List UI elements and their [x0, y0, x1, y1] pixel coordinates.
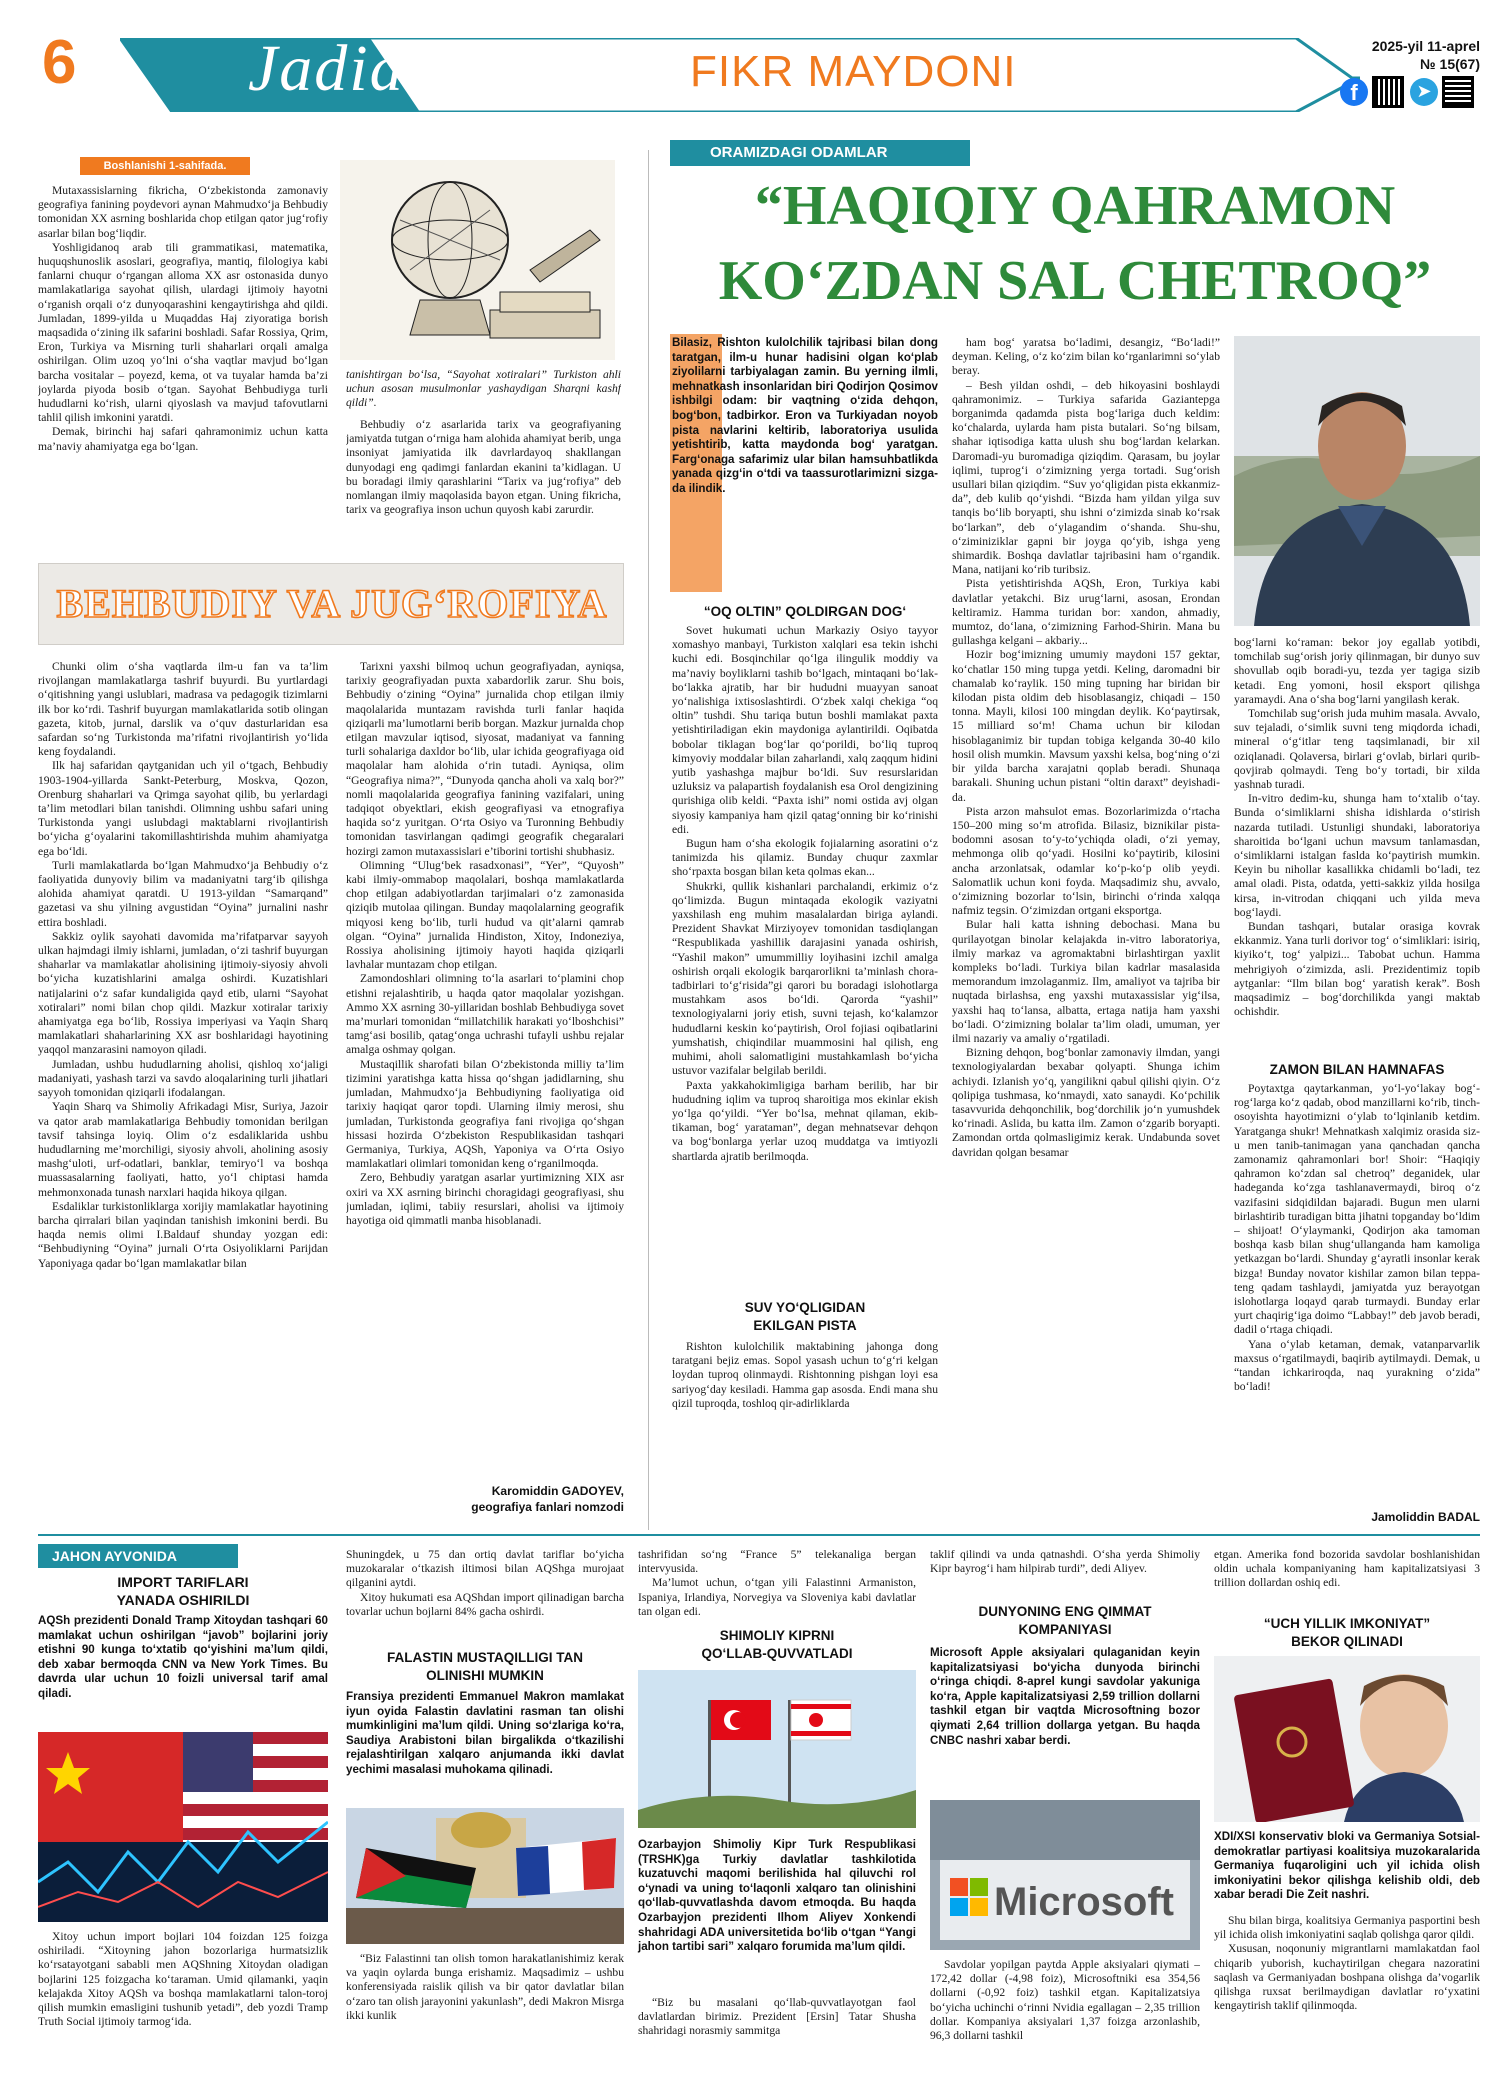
world-rubric-tag: JAHON AYVONIDA [38, 1544, 238, 1568]
section-title: FIKR MAYDONI [690, 47, 1017, 96]
a1-continued [346, 1548, 624, 1642]
subheading-3: ZAMON BILAN HAMNAFAS [1269, 1062, 1445, 1077]
a1-body [38, 1930, 328, 2080]
right-col3 [1234, 636, 1480, 1052]
paragraph: Yoshligidanoq arab tili grammatikasi, matematika, huquqshunoslik asoslari, geografiya, mantiq, filologiya kabi fanlarni chuqur o‘rgangan alloma XX asr ostonasida dunyo mamlakatlariga sayohat qilish, ulardagi ijtimoiy hayotni o‘rganish orqali o‘z dunyoqarashini kengaytirishga ahd qildi. Jumladan, 1899-yilda u Muqaddas Haj ziyoratiga borish maqsadida o‘zining ilk safarini boshladi. Safar Rossiya, Qrim, Eron, Turkiya va Misrning turli shaharlari orqali amalga oshirilgan. Olim uzoq yo‘lni o‘sha vaqtlar mavjud bo‘lgan barcha vositalar – poyezd, kema, ot va tuyalar hamda ba’zi joylarda piyoda bosib o‘tgan. Sayohat Behbudiyga turli hududlarni ko‘rish, ularni qiyoslash va mavjud tafovutlarni tahlil qilish imkonini yaratdi. [38, 240, 328, 425]
a5-lead: XDI/XSI konservativ bloki va Germaniya Sotsial-demokratlar partiyasi koalitsiya muzokaralarida Germaniya fuqaroligini uch yil ichida olish imkoniyatini bekor qilishga kelishib oldi, deb xabar beradi Die Zeit nashri. [1214, 1830, 1480, 1902]
paragraph: etgan. Amerika fond bozorida savdolar boshlanishidan oldin uchala kompaniyaning ham kapitalizatsiyasi 3 trillion dollardan oshiq edi. [1214, 1548, 1480, 1590]
author-signature: Jamoliddin BADAL [1371, 1510, 1480, 1524]
paragraph: “Biz bu masalani qo‘llab-quvvatlayotgan faol davlatlardan birimiz. Prezident [Ersin] Tatar Shusha shahridagi norasmiy sammitga [638, 1996, 916, 2038]
paragraph: tashrifidan so‘ng “France 5” telekanaliga bergan intervyusida. [638, 1548, 916, 1576]
rubric-tag: ORAMIZDAGI ODAMLAR [670, 140, 970, 166]
a4-title-2: KOMPANIYASI [1018, 1622, 1112, 1637]
issue-number: № 15(67) [1420, 56, 1480, 72]
a3-title-1: SHIMOLIY KIPRNI [719, 1628, 835, 1643]
a3-lead: Ozarbayjon Shimoliy Kipr Turk Respublikasi (TRSHK)ga Turkiy davlatlar tashkilotida kuzatuvchi maqomi berilishida hal qiluvchi rol o‘ynadi va uning to‘laqonli xalqaro tan olinishini qo‘llab-quvvatlashda davom etmoqda. Bu haqda Ozarbayjon prezidenti Ilhom Aliyev Xonkendi shahridagi ADA universitetida bo‘lib o‘tgan “Yangi jahon tartibi sari” xalqaro forumida ma’lum qildi. [638, 1838, 916, 1954]
paragraph: Hozir bog‘imizning umumiy maydoni 157 gektar, ko‘chatlar 150 ming tupga yetdi. Keling, daromadni bir chamalab ko‘raylik. 150 ming tupning har biridan bir kilodan pista oldim deb hisoblasangiz, chiqadi – 150 tonna. Mayli, kilosi 100 mingdan deylik. Ko‘paytirsak, 15 milliard so‘m! Chama uchun bir kilodan hisoblaganimiz bir tupdan tobiga kelganda 30-40 kilo hosil olish mumkin. Mavsum yaxshi kelsa, bog‘ning o‘zi bir yilda barcha xarajatni qoplab beradi. Shunaqa barakali. Shuning uchun pistani “oltin daraxt” deyishadi-da. [952, 648, 1220, 804]
paragraph: bog‘larni ko‘raman: bekor joy egallab yotibdi, tomchilab sug‘orish joriy qilinmagan, bir dunyo suv shovullab oqib boradi-yu, tezda yer tagiga sizib ketadi. Eng yomoni, hosil eksport qilishga yaramaydi. Ana o‘sha bog‘larni yangilash kerak. [1234, 636, 1480, 706]
a2-title-2: OLINISHI MUMKIN [426, 1668, 544, 1683]
issue-date: 2025-yil 11-aprel [1371, 38, 1480, 54]
paragraph: Pista arzon mahsulot emas. Bozorlarimizda o‘rtacha 150–200 ming so‘m atrofida. Bilasiz, biznikilar pista-bodomni asosan to‘y-to‘ychiqda oladi, o‘zi yemay, mehmonga olib qo‘yadi. Hosilni ko‘paytirib, kilosini ancha arzonlatsak, odamlar ko‘p-ko‘p olib yeydi. Salomatlik uchun koni foyda. Maqsadimiz shu, avvalo, o‘zimizning bozorlar to‘lsin, birinchi o‘rinda xalqqa nafmiz tegsin. O‘zimizdan ortgani eksportga. [952, 804, 1220, 918]
microsoft-sign-image [930, 1800, 1200, 1950]
cyprus-flags-image [638, 1670, 916, 1828]
a3-continued [930, 1548, 1200, 1594]
header-bar [0, 0, 1512, 125]
a3-title-2: QO‘LLAB-QUVVATLADI [701, 1646, 853, 1661]
paragraph: Savdolar yopilgan paytda Apple aksiyalari qiymati – 172,42 dollar (-4,98 foiz), Microsoftniki esa 354,56 dollarni (-0,92 foiz) tashkil etgan. Kapitalizatsiya bo‘yicha uchinchi o‘rinni Nvidia egallagan – 2,35 trillion dollar. Kompaniya aksiyalari 1,37 foizga arzonlashib, 96,3 dollarni tashkil [930, 1958, 1200, 2043]
a5-title-2: BEKOR QILINADI [1291, 1634, 1403, 1649]
paragraph: Behbudiy o‘z asarlarida tarix va geografiyaning jamiyatda tutgan o‘rniga ham alohida ahamiyat berib, unga insoniyat jamiyatida ilk davrlardayoq shakllangan dunyodagi eng qadimgi fanlardan ekanini ta’kidlagan. U bu boradagi ilmiy qarashlarini “Tarix va jug‘rofiya” deb nomlangan ilmiy maqolasida bayon etgan. Uning fikricha, tarix va geografiya inson uchun quyosh kabi zarurdir. [346, 418, 621, 517]
paragraph: Bular hali katta ishning debochasi. Mana bu qurilayotgan binolar kelajakda in-vitro laboratoriya, ilmiy markaz va agromaktabni birlashtirgan yaxlit kompleks bo‘ladi. Turkiya bilan kadrlar masalasida memorandum imzolaganmiz. Ilm, amaliyot va tajriba bir nuqtada birlashsa, eng yaxshi mutaxassislar yig‘ilsa, yaxshi haq to‘lansa, albatta, ertaga natija ham yaxshi bo‘ladi. O‘zimizning bolalar ta’lim oladi, umuman, yer ilmi nazariy va amaliy o‘rgatiladi. [952, 918, 1220, 1045]
headline-line1: “HAQIQIY QAHRAMON [754, 175, 1396, 237]
paragraph: taklif qilindi va unda qatnashdi. O‘sha yerda Shimoliy Kipr bayrog‘i ham hilpirab turdi”, dedi Aliyev. [930, 1548, 1200, 1576]
right-col2 [952, 336, 1220, 1526]
paragraph: Esdaliklar turkistonliklarga xorijiy mamlakatlar hayotining barcha qirralari bilan yaqindan tanishish imkonini berdi. Bu haqda nemis olimi I.Baldauf shunday yozgan edi: “Behbudiyning “Oyina” jurnali O‘rta Osiyoliklarni Parijdan Yaponiyaga qadar bo‘lgan mamlakatlar bilan [38, 1199, 328, 1270]
paragraph: Zamondoshlari olimning to‘la asarlari to‘plamini chop etishni rejalashtirib, u haqda qator maqolalar yozishgan. Ammo XX asrning 30-yillaridan boshlab Behbudiyga sovet ma’murlari tomonidan “millatchilik harakati yo‘lboshchisi” tamg‘asi bosilib, qatag‘onga uchrashi tufayli ushbu rejalar amalga oshmay qolgan. [346, 972, 624, 1057]
a4-title-1: DUNYONING ENG QIMMAT [978, 1604, 1152, 1619]
subheading-1: “OQ OLTIN” QOLDIRGAN DOG‘ [703, 604, 907, 619]
author-name: Karomiddin GADOYEV, [491, 1484, 624, 1498]
flags-chart-image [38, 1732, 328, 1922]
author-role: geografiya fanlari nomzodi [471, 1500, 624, 1514]
facebook-icon[interactable]: f [1340, 78, 1368, 106]
a4-continued [1214, 1548, 1480, 1606]
subheading-2a: SUV YO‘QLIGIDAN [744, 1300, 866, 1315]
telegram-icon[interactable]: ➤ [1410, 78, 1438, 106]
paragraph: Shuningdek, u 75 dan ortiq davlat tariflar bo‘yicha muzokaralar o‘tkazish iltimosi bilan AQShga murojaat qilganini aytdi. [346, 1548, 624, 1590]
paragraph: Xususan, noqonuniy migrantlarni mamlakatdan faol chiqarib yuborish, kuchaytirilgan chegara nazoratini saqlash va Germaniyadan boshpana olishga da’vogarlik qilishga ruxsat berilmaydigan davlatlar ro‘yxatini kengaytirish taklif qilinmoqda. [1214, 1942, 1480, 2013]
left-col2 [346, 418, 621, 542]
qr-code-icon[interactable] [1372, 76, 1404, 108]
paragraph: Paxta yakkahokimligiga barham berilib, har bir hududning iqlim va tuproq sharoitiga mos ekinlar ekish yo‘lga qo‘yildi. “Yer bo‘lsa, mehnat qilaman, ekib-tikaman, bog‘ yarataman”, degan mehnatsevar dehqon va bog‘bonlarga yerlar uzoq muddatga va imtiyozli shartlarda ajratib berilmoqda. [672, 1078, 938, 1163]
left-col1 [38, 184, 328, 542]
right-col1b [672, 1340, 938, 1528]
a3-body [638, 1996, 916, 2076]
paragraph: Rishton kulolchilik maktabining jahonga dong taratgani bejiz emas. Sopol yasash uchun to‘g‘ri kelgan loydan tuproq olinmaydi. Rishtonning pishgan loyi esa sariyog‘day kesiladi. Hamma gap asosda. Endi mana shu qizil tuproqda, toshloq qir-adirliklarda [672, 1340, 938, 1410]
paragraph: Yaqin Sharq va Shimoliy Afrikadagi Misr, Suriya, Jazoir va qator arab mamlakatlariga Behbudiy tomonidan berilgan tavsif tahsinga loyiq. Olim o‘z esdaliklarida ushbu hududlarning me’morchiligi, siyosiy ahvoli, aholining asosiy mashg‘uloti, urf-odatlari, banklar, temiryo‘l va boshqa muassasalarning faoliyati, hatto, yo‘l chiptasi hamda mehmonxonada tunash narxlari haqida hikoya qilgan. [38, 1100, 328, 1199]
page-number: 6 [42, 28, 77, 97]
left-col3 [38, 660, 328, 1520]
a2-continued [638, 1548, 916, 1628]
paragraph: Poytaxtga qaytarkanman, yo‘l-yo‘lakay bog‘-rog‘larga ko‘z qadab, obod manzillarni ko‘rib, tinch-osoyishta hayotimizni o‘ylab to‘lqinlanib ketdim. Yaratganga shukr! Mehnatkash xalqimiz orasida siz-u men tanib-tanimagan yana qanchadan qancha zamonamiz qahramonlari bor! Shoir: “Haqiqiy qahramon ko‘zdan sal chetroq” deganidek, ular hadeganda ko‘zga tashlanavermaydi, biroq o‘z vazifasini sidqidildan bajaradi. Bugun men ularni birlashtirib turadigan bitta jihatni topganday bo‘ldim – shijoat! O‘ylaymanki, Qodirjon aka tamoman boshqa kasb bilan shug‘ullanganda ham kamoliga yetkazgan bo‘lardi. Shunday g‘ayratli insonlar kerak bizga! Bunday novator kishilar zamon bilan teppa-teng qadam tashlaydi, jamiyatda yuz berayotgan islohotlarga loqayd qarab turmaydi. Bunday erlar yurt chaqirig‘iga doimo “Labbay!” deb javob beradi, dadil o‘rtaga chiqadi. [1234, 1082, 1480, 1337]
globe-engraving-image [340, 160, 615, 360]
caption-text: tanishtirgan bo‘lsa, “Sayohat xotiralari” Turkiston ahli uchun asosan musulmonlar yashaydigan Sharqni kashf qildi”. [346, 368, 621, 410]
paragraph: Jumladan, ushbu hududlarning aholisi, qishloq xo‘jaligi madaniyati, yashash tarzi va savdo aloqalarining turli jihatlari sayyoh tomonidan qiziqarli ifodalangan. [38, 1057, 328, 1100]
paragraph: Ma’lumot uchun, o‘tgan yili Falastinni Armaniston, Ispaniya, Irlandiya, Norvegiya va Sloveniya kabi davlatlar tan olgan edi. [638, 1576, 916, 1618]
paragraph: Demak, birinchi haj safari qahramonimiz uchun katta ma’naviy ahamiyatga ega bo‘lgan. [38, 425, 328, 453]
brand-logo: Jadid [248, 32, 405, 105]
right-col1 [672, 624, 938, 1292]
paragraph: Zero, Behbudiy yaratgan asarlar yurtimizning XIX asr oxiri va XX asrning birinchi choragidagi geografiyasi, shu jumladan, iqlimi, tabiiy resurslari, aholisi va ijtimoiy hayotiga oid qimmatli manba hisoblanadi. [346, 1171, 624, 1227]
protest-flags-image [346, 1808, 624, 1944]
paragraph: Pista yetishtirishda AQSh, Eron, Turkiya kabi davlatlar yetakchi. Biz urug‘larni, asosan, Erondan keltiramiz. Hamma turidan bor: xandon, ahmadiy, mumtoz, do‘lana, o‘zimizning Farhod-Shirin. Mana bu gullashga kelgani – akbariy... [952, 577, 1220, 648]
left-col4 [346, 660, 624, 1470]
qr-code-icon[interactable] [1442, 76, 1474, 108]
paragraph: Olimning “Ulug‘bek rasadxonasi”, “Yer”, “Quyosh” kabi ilmiy-ommabop maqolalari, boshqa mamlakatlarda chop etilgan adabiyotlardan tarjimalari o‘z zamonasida qiziqib mutolaa qilingan. Bunday maqolalarning geografik miqyosi keng bo‘lib, turli hudud va qit’alarni qamrab olgan. “Oyina” jurnalida Hindiston, Xitoy, Indoneziya, Rossiya aholisining ijtimoiy hayoti haqida qiziqarli lavhalar muntazam chop etilgan. [346, 858, 624, 972]
a1-title-1: IMPORT TARIFLARI [117, 1574, 249, 1590]
a5-title-1: “UCH YILLIK IMKONIYAT” [1263, 1616, 1431, 1631]
a5-body [1214, 1914, 1480, 2078]
a2-title-1: FALASTIN MUSTAQILLIGI TAN [387, 1650, 583, 1665]
paragraph: Shu bilan birga, koalitsiya Germaniya pasportini besh yil ichida olish imkoniyatini saqlab qolishga qaror qildi. [1214, 1914, 1480, 1942]
paragraph: Xitoy uchun import bojlari 104 foizdan 125 foizga oshiriladi. “Xitoyning jahon bozorlariga hurmatsizlik ko‘rsatayotgani sababli men AQShning Xitoydan oladigan bojlarini 125 foizgacha ko‘taraman. Umid qilamanki, yaqin kelajakda Xitoy AQSh va boshqa mamlakatlarni talon-toroj qilish mumkin emasligini tushunib yetadi”, deb yozdi Tramp Truth Social ijtimoiy tarmog‘ida. [38, 1930, 328, 2029]
column-divider [648, 150, 649, 1530]
paragraph: Yana o‘ylab ketaman, demak, vatanparvarlik maxsus o‘rgatilmaydi, baqirib aytilmaydi. Demak, u “tandan ichkariroqda, naq yurakning o‘zida” bo‘ladi! [1234, 1337, 1480, 1394]
paragraph: Sovet hukumati uchun Markaziy Osiyo tayyor xomashyo manbayi, Turkiston xalqlari esa tekin ishchi kuchi edi. Bosqinchilar qo‘lga ilingulik moddiy va ma’naviy boyliklarni tashib bo‘lgach, mintaqani bo‘lak-bo‘lakka ajratib, har bir hududni muayyan sanoat yo‘nalishiga ixtisoslashtirdi. O‘zbek xalqi chekiga “oq oltin” tushdi. Shu tariqa butun boshli mamlakat paxta yetishtiriladigan ekin maydoniga aylantirildi. Oqibatda bobolar tiklagan bog‘lar qo‘porildi, bo‘liq tuproq kimyoviy moddalar bilan zaharlandi, xalq zaqqum hidini yutib yashashga majbur bo‘ldi. Suv resurslaridan uzluksiz va palapartish foydalanish esa Orol dengizining qurishiga olib keldi. “Paxta ishi” nomi ostida avj olgan siyosiy kampaniya ham qizil qatag‘onning bir ko‘rinishi edi. [672, 624, 938, 836]
subheading-2b: EKILGAN PISTA [753, 1318, 857, 1333]
paragraph: Ilk haj safaridan qaytganidan uch yil o‘tgach, Behbudiy 1903-1904-yillarda Sankt-Peterburg, Moskva, Qozon, Orenburg shaharlari va Qrimga sayohat qilib, bu yerlardagi ta’lim metodlari bilan tanishdi. Olimning ushbu safari uning Turkistonda yangi uslubdagi maktablarni rivojlantirish bo‘yicha g‘oyalarini takomillashtirishda muhim ahamiyatga ega bo‘ldi. [38, 759, 328, 858]
article-lead: Bilasiz, Rishton kulolchilik tajribasi bilan dong taratgan, ilm-u hunar hadisini olgan ko‘plab ziyolilarni tarbiyalagan zamin. Bu yerning ilmli, mehnatkash insonlaridan biri Qodirjon Qosimov ishbilgi odam: bir vaqtning o‘zida dehqon, bog‘bon, tadbirkor. Eron va Turkiyadan noyob pista navlarini keltirib, laboratoriya usulida yetishtirib, katta maydonda bog‘ yaratgan. Farg‘onaga safarimiz ular bilan hamsuhbatlikda yanada qizg‘in o‘tdi va taassurotlarimizni sizga-da ilindik. [672, 336, 938, 495]
image-caption [346, 368, 621, 416]
a4-lead: Microsoft Apple aksiyalari qulaganidan keyin kapitalizatsiyasi bo‘yicha dunyoda birinchi o‘ringa chiqdi. 8-aprel kungi savdolar yakuniga ko‘ra, Apple kapitalizatsiyasi 2,59 trillion dollarni tashkil etgan bir vaqtda Microsoftning bozor qiymati 2,64 trillion dollarga yetgan. Bu haqda CNBC nashri xabar berdi. [930, 1646, 1200, 1747]
paragraph: ham bog‘ yaratsa bo‘ladimi, desangiz, “Bo‘ladi!” deyman. Keling, o‘z ko‘zim bilan ko‘rganlarimni so‘ylab beray. [952, 336, 1220, 378]
paragraph: – Besh yildan oshdi, – deb hikoyasini boshlaydi qahramonimiz. – Turkiya safarida Gaziantepga borganimda qadamda pista bog‘lariga duch keldim: ko‘chalarda, uylarda ham pista butalari. So‘ng bilsam, shahar iqtisodiga katta ulush shu bog‘lardan kelarkan. Daromadi-yu buromadiga qiziqdim. Qarasam, bu joylar iqlimi, tuprog‘i o‘zimizning yerga tortadi. Sug‘orish usullari bilan qiziqdim. “Suv yo‘qligidan pista ekkanmiz-da”, deb kulib qo‘yishdi. “Bizda ham yildan yilga suv tanqis bo‘lib boryapti, shu ishni o‘zimizda sinab ko‘rsak bo‘larkan”, deb o‘ylagandim o‘shanda. Shu-shu, o‘ziminiziklar gapni bir joyga qo‘yib, ishga yeng shimardik. Boshqa davlatlar tajribasini ham o‘rgandik. Mana, natijani ko‘rib turibsiz. [952, 378, 1220, 577]
paragraph: Tomchilab sug‘orish juda muhim masala. Avvalo, suv tejaladi, o‘simlik suvni teng miqdorda ichadi, mineral o‘g‘itlar teng taqsimlanadi, bir xil oziqlanadi. Qolaversa, birlari g‘ovlab, birlari qurib-qovjirab qolmaydi. Teng bo‘y tortadi, bir xilda yashnab turadi. [1234, 707, 1480, 792]
paragraph: Bundan tashqari, butalar orasiga kovrak ekkanmiz. Yana turli dorivor tog‘ o‘simliklari: isiriq, kiyiko‘t, tog‘ yalpizi... Tabobat uchun. Hamma mehrigiyoh o‘zimizda, asli. Prezidentimiz topib aytganlar: “Ilm bilan bog‘ yaratish kerak”. Bosh maqsadimiz – bog‘dorchilikda yangi maktab ochishdir. [1234, 920, 1480, 1019]
a2-body [346, 1952, 624, 2076]
a1-lead: AQSh prezidenti Donald Tramp Xitoydan tashqari 60 mamlakat uchun oshirilgan “javob” bojlarini joriy etishni 90 kunga to‘xtatib qo‘yishini ma’lum qildi, deb xabar bermoqda CNN va New York Times. Bu davrda ular uchun 10 foizli universal tarif amal qiladi. [38, 1614, 328, 1700]
headline-line2: KO‘ZDAN SAL CHETROQ” [718, 250, 1432, 312]
paragraph: Shukrki, qullik kishanlari parchalandi, erkimiz o‘z qo‘limizda. Bugun mintaqada ekologik vaziyatni yaxshilash eng muhim masalalardan biriga aylandi. Prezident Shavkat Mirziyoyev tomonidan tasdiqlangan “Respublikada yashillik darajasini yanada oshirish, “Yashil makon” umummilliy loyihasini izchil amalga oshirish orqali ekologik barqarorlikni ta’minlash chora-tadbirlari to‘g‘risida”gi qarori bu boradagi islohotlarga mustahkam asos bo‘ldi. Qarorda “yashil” texnologiyalarni joriy etish, suvni tejash, ko‘kalamzor hududlarni keskin ko‘paytirish, Orol fojiasi oqibatlarini yumshatish, chiqindilar muammosini hal qilish, eng muhimi, aholi salomatligini mustahkamlash bo‘yicha ustuvor vazifalar belgilab berildi. [672, 879, 938, 1078]
banner-title: BEHBUDIY VA JUG‘ROFIYA [56, 581, 608, 626]
a1-title-2: YANADA OSHIRILDI [116, 1592, 250, 1608]
paragraph: Mutaxassislarning fikricha, O‘zbekistonda zamonaviy geografiya fanining poydevori aynan Mahmudxo‘ja Behbudiy tomonidan XX asrning boshlarida chop etilgan qator jug‘rofiy asarlar bilan bog‘liqdir. [38, 184, 328, 240]
continued-tag: Boshlanishi 1-sahifada. [80, 157, 250, 175]
right-col3b [1234, 1082, 1480, 1506]
paragraph: Sakkiz oylik sayohati davomida ma’rifatparvar sayyoh ulkan hajmdagi ilmiy ishlarni, jumladan, o‘zi tashrif buyurgan shaharlar va mamlakatlar aholisining ijtimoiy-siyosiy ahvoli bo‘yicha kuzatishlarini amalga oshirdi. Kuzatishlari natijalarini o‘z safar kundaligida qayd etib, ularni “Sayohat xotiralari” nomi bilan chop qildi. Mazkur xotiralar tarixiy ahamiyatga ega bo‘lib, Rossiya imperiyasi va Yaqin Sharq mamlakatlari shaharlarining XX asr boshlaridagi hayotining yaqqol manzarasini namoyon qiladi. [38, 929, 328, 1057]
a4-body [930, 1958, 1200, 2076]
paragraph: In-vitro dedim-ku, shunga ham to‘xtalib o‘tay. Bunda o‘simliklarni shisha idishlarda o‘stirish nazarda tutiladi. Ustunligi shundaki, laboratoriya sharoitida bo‘lgani uchun mavsum tanlamasdan, o‘simliklarni istalgan faslda ko‘paytirish mumkin. Keyin bu nihollar kasallikka chidamli bo‘ladi, tez amal oladi. Pista, odatda, yetti-sakkiz yilda hosilga kirsa, in-vitrodan chiqqani uch yilda meva bog‘laydi. [1234, 792, 1480, 919]
passport-photo [1214, 1656, 1480, 1822]
bottom-divider [38, 1534, 1480, 1536]
paragraph: “Biz Falastinni tan olish tomon harakatlanishimiz kerak va yaqin oylarda bunga erishamiz. Maqsadimiz – ushbu konferensiyada raislik qilish va bir qator davlatlar bilan o‘zaro tan olish jarayonini yakunlash”, dedi Makron Misrga ikki kunlik [346, 1952, 624, 2022]
paragraph: Bizning dehqon, bog‘bonlar zamonaviy ilmdan, yangi texnologiyalardan bexabar qolyapti. Shunga ichim achiydi. Izlanish yo‘q, yangilikni qabul qilishi qiyin. O‘z qolipiga tushmasa, ko‘nmaydi, xato sanaydi. Ko‘pchilik tasavvurida dehqonchilik, bog‘dorchilik jo‘n yumushdek ko‘rinadi. Aslida, bu katta ilm. Zamon o‘zgarib boryapti. Zamondan ortda qolmasligimiz kerak. Undabunda sovet davridan qolgan besamar [952, 1046, 1220, 1159]
paragraph: Xitoy hukumati esa AQShdan import qilinadigan barcha tovarlar uchun bojlarni 84% gacha oshirdi. [346, 1590, 624, 1618]
microsoft-sign-text: Microsoft [994, 1880, 1174, 1924]
portrait-photo [1234, 336, 1480, 626]
paragraph: Bugun ham o‘sha ekologik fojialarning asoratini o‘z tanimizda his qilamiz. Bunday chuqur zaxmlar sho‘rpaxta bosgan bilan keta qolmas ekan... [672, 837, 938, 879]
paragraph: Chunki olim o‘sha vaqtlarda ilm-u fan va ta’lim rivojlangan mamlakatlarga tashrif buyurdi. Bu yurtlardagi o‘qitishning yangi uslublari, madrasa va pedagogik tizimlarni ilk bor ko‘rdi. Tashrif buyurgan mamlakatlarida sotib olingan gazeta, kitob, jurnal, darslik va o‘quv dasturlaridan esa safardan so‘ng Turkistonda ma’rifatni rivojlantirish yo‘lida keng foydalandi. [38, 660, 328, 759]
paragraph: Mustaqillik sharofati bilan O‘zbekistonda milliy ta’lim tizimini yaratishga katta hissa qo‘shgan jadidlarning, shu jumladan, Mahmudxo‘ja Behbudiyning faoliyatiga oid tarixiy haqiqat qaror topdi. Ularning ilmiy merosi, shu jumladan, Turkistonda geografiya fani rivojiga qo‘shgan hissasi hozirda O‘zbekiston Respublikasidan tashqari Germaniya, Turkiya, AQSh, Yaponiya va O‘rta Osiyo mamlakatlari olimlari tomonidan keng o‘rganilmoqda. [346, 1057, 624, 1171]
paragraph: Turli mamlakatlarda bo‘lgan Mahmudxo‘ja Behbudiy o‘z faoliyatida dunyoviy bilim va madaniyatni targ‘ib qilishga alohida ahamiyat qaratdi. U 1913-yildan “Samarqand” gazetasi va shu yilning avgustidan “Oyina” jurnalini nashr ettira boshladi. [38, 858, 328, 929]
section-banner [38, 563, 624, 645]
a2-lead: Fransiya prezidenti Emmanuel Makron mamlakat iyun oyida Falastin davlatini rasman tan olishi mumkinligini ma’lum qildi. Uning so‘zlariga ko‘ra, Saudiya Arabistoni bilan birgalikda o‘tkazilishi rejalashtirilgan xalqaro anjumanda ikki davlat yechimi masalasi muhokama qilinadi. [346, 1690, 624, 1776]
paragraph: Tarixni yaxshi bilmoq uchun geografiyadan, ayniqsa, tarixiy geografiyadan puxta xabardorlik zarur. Shu bois, Behbudiy o‘zining “Oyina” jurnalida chop etilgan ilmiy maqolalarida muntazam ravishda turli fanlar haqida qiziqarli ma’lumotlarni berib borgan. Mazkur jurnalda chop etilgan mavzular iqtisod, siyosat, madaniyat va fanning turli sohalariga daxldor bo‘lib, ular ichida geografiyaga oid maqolalar ham alohida o‘rin tutadi. Ayniqsa, olim “Geografiya nima?”, “Dunyoda qancha aholi va xalq bor?” nomli maqolalarida geografiya fanining vazifalari, uning tadqiqot obyektlari, ekish geografiyasi va etnografiya haqida so‘z yuritgan. O‘rta Osiyo va Turonning Behbudiy tomonidan tasvirlangan qadimgi geografik chegaralari hozirgi zamon mutaxassislari e’tiborini tortishi shubhasiz. [346, 660, 624, 858]
